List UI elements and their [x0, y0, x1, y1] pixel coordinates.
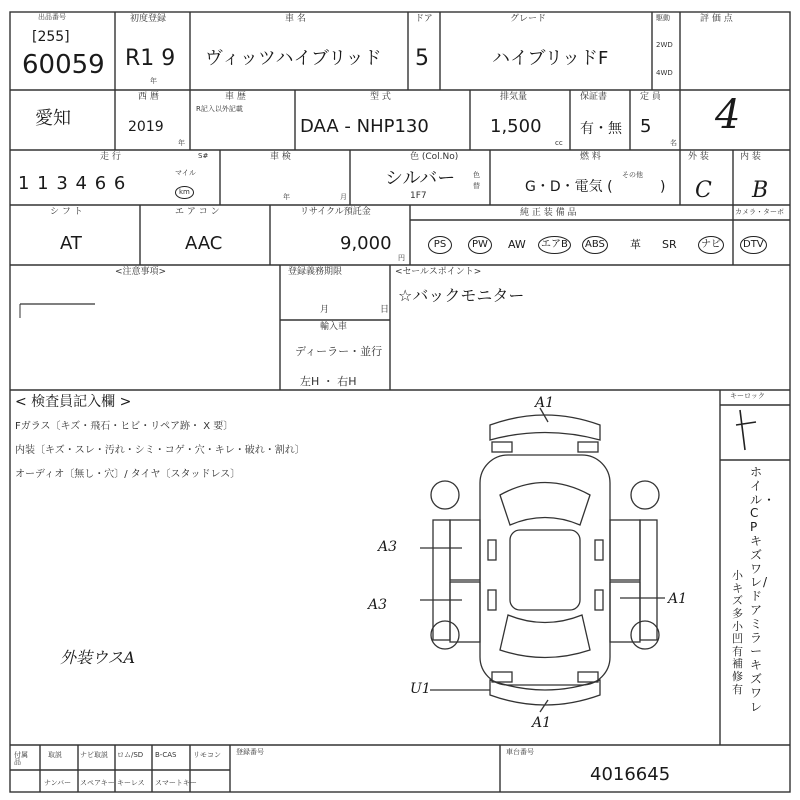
right-front-door: [610, 520, 640, 580]
mileage: 1 1 3 4 6 6: [18, 173, 127, 194]
footer-label-remote: リモコン: [193, 751, 221, 759]
roof: [510, 530, 580, 610]
equip-ps: PS: [428, 234, 452, 254]
drive-4wd: 4WD: [656, 69, 673, 77]
reg-expiry-label: 登録義務期限: [288, 267, 343, 277]
equip-dtv: DTV: [740, 234, 767, 254]
footer-label-manual: 取説: [48, 751, 62, 759]
mark-left-rear: A3: [368, 597, 388, 613]
wheel-rl: [431, 621, 459, 649]
reg-day: 日: [380, 305, 390, 315]
km-label: km: [175, 186, 194, 199]
model-year: 2019: [128, 119, 164, 135]
footer-label-navi-manual: ナビ取説: [80, 751, 108, 759]
score: 4: [715, 92, 741, 138]
footer-label-number: ナンバー: [44, 779, 72, 787]
first-reg: R1 9: [125, 46, 176, 71]
sales-point: ☆バックモニター: [398, 286, 525, 305]
mark-left-front: A3: [378, 539, 398, 555]
equip-pw: PW: [468, 234, 492, 254]
recycle: 9,000: [340, 233, 392, 254]
fuel-label: 燃 料: [580, 152, 601, 162]
exterior-grade: C: [695, 178, 712, 203]
grade-label: グレード: [510, 14, 547, 24]
region: 愛知: [35, 108, 71, 129]
car-name-label: 車 名: [285, 14, 306, 24]
equip-sr: SR: [662, 238, 677, 251]
reg-month: 月: [320, 305, 330, 315]
mileage-label: 走 行: [100, 152, 121, 162]
inspector-audio: オーディオ〔無し・穴〕/ タイヤ〔スタッドレス〕: [15, 469, 241, 480]
left-rear-door: [450, 582, 480, 642]
drive-label: 駆動: [656, 14, 670, 22]
capacity-unit: 名: [670, 139, 677, 147]
footer-label-bcas: B-CAS: [155, 751, 177, 759]
shift: AT: [60, 233, 82, 254]
color-label: 色 (Col.No): [410, 152, 459, 162]
equip-leather: 革: [630, 238, 641, 251]
wheel-rr: [631, 621, 659, 649]
year-hint: 年: [150, 77, 157, 85]
inspection-month: 月: [340, 193, 347, 201]
lot-label: 出品番号: [38, 13, 66, 21]
displacement-unit: cc: [555, 139, 563, 147]
history-label: 車 歴: [225, 92, 246, 102]
chassis-label: 車台番号: [506, 748, 534, 756]
footer-label-rom: ロム/SD: [117, 751, 144, 759]
equip-aw: AW: [508, 238, 526, 251]
first-reg-label: 初度登録: [130, 14, 167, 24]
lot-number: 60059: [22, 50, 105, 80]
handwritten-note: 外装ウスA: [60, 648, 136, 667]
model-year-unit: 年: [178, 139, 185, 147]
front-bumper: [490, 415, 600, 440]
side-note-2: 小キズ多 小凹有 補修有: [732, 569, 744, 696]
shift-label: シ フ ト: [50, 207, 83, 217]
s-label: S#: [198, 152, 209, 160]
recycle-label: リサイクル預託金: [300, 207, 371, 217]
footer-label-accessory: 付属品: [14, 751, 28, 766]
car-name: ヴィッツハイブリッド: [205, 48, 382, 69]
mark-right-rear: A1: [668, 591, 688, 607]
right-rear-door: [610, 582, 640, 642]
capacity-label: 定 員: [640, 92, 661, 102]
left-front-door: [450, 520, 480, 580]
inspector-interior: 内装〔キズ・スレ・汚れ・シミ・コゲ・穴・キレ・破れ・割れ〕: [15, 445, 305, 456]
camera-label: カメラ・ターボ: [735, 208, 784, 216]
model-label: 型 式: [370, 92, 391, 102]
equipment-label: 純 正 装 備 品: [520, 208, 577, 218]
displacement-label: 排気量: [500, 92, 528, 102]
grade: ハイブリッドF: [492, 48, 609, 69]
recycle-unit: 円: [398, 254, 405, 262]
warranty: 有・無: [580, 121, 622, 137]
rear-bumper: [490, 680, 600, 705]
import-label: 輸入車: [320, 322, 348, 332]
equip-navi: ナビ: [698, 234, 724, 254]
rear-window: [500, 615, 590, 658]
model: DAA - NHP130: [300, 116, 429, 137]
inspector-glass: Fガラス〔キズ・飛石・ヒビ・リペア跡・ X 要〕: [15, 421, 234, 432]
score-label: 評 価 点: [700, 14, 733, 24]
lot-sub: [255]: [32, 29, 70, 45]
doors-label: ドア: [415, 14, 433, 24]
interior-label: 内 装: [740, 152, 761, 162]
windshield: [500, 483, 590, 526]
model-year-label: 西 暦: [138, 92, 159, 102]
mile-label: マイル: [175, 169, 196, 177]
mark-front: A1: [535, 395, 555, 411]
dealer: ディーラー・並行: [295, 345, 383, 358]
history-note: R記入以外記載: [196, 105, 243, 113]
chassis-number: 4016645: [590, 764, 671, 785]
inspector-title: < 検査員記入欄 >: [15, 394, 132, 410]
wheel-fr: [631, 481, 659, 509]
equip-abs: ABS: [582, 234, 608, 254]
color-change-label: 色替: [473, 171, 480, 191]
side-note: ホイル・CPキズ ワレ/ドアミラーキズ ワレ: [750, 465, 777, 714]
drive-2wd: 2WD: [656, 41, 673, 49]
mark-rear: A1: [532, 715, 552, 731]
capacity: 5: [640, 116, 652, 137]
warranty-label: 保証書: [580, 92, 608, 102]
doors: 5: [415, 46, 429, 71]
wheel-fl: [431, 481, 459, 509]
keylock-label: キーロック: [730, 392, 765, 400]
footer-label-smart-key: スマートキー: [155, 779, 197, 787]
fuel-close: ): [660, 179, 666, 195]
mark-rear-left: U1: [410, 681, 431, 697]
color-code: 1F7: [410, 191, 427, 201]
color: シルバー: [385, 168, 456, 189]
sales-label: <セールスポイント>: [395, 267, 482, 277]
interior-grade: B: [752, 178, 769, 203]
inspection-year: 年: [283, 193, 290, 201]
ac-label: エ ア コ ン: [175, 207, 220, 217]
ac: AAC: [185, 233, 223, 254]
reg-number-label: 登録番号: [236, 748, 264, 756]
fuel-other: その他: [622, 171, 643, 179]
displacement: 1,500: [490, 116, 542, 137]
footer-label-keyless: キーレス: [117, 779, 145, 787]
fuel: G・D・電気 (: [525, 179, 613, 195]
footer-label-spare-key: スペアキー: [80, 779, 115, 787]
exterior-label: 外 装: [688, 152, 709, 162]
handle: 左H ・ 右H: [300, 375, 357, 388]
equip-airbag: エアB: [538, 234, 571, 254]
inspection-label: 車 検: [270, 152, 291, 162]
notes-label: <注意事項>: [115, 267, 167, 277]
